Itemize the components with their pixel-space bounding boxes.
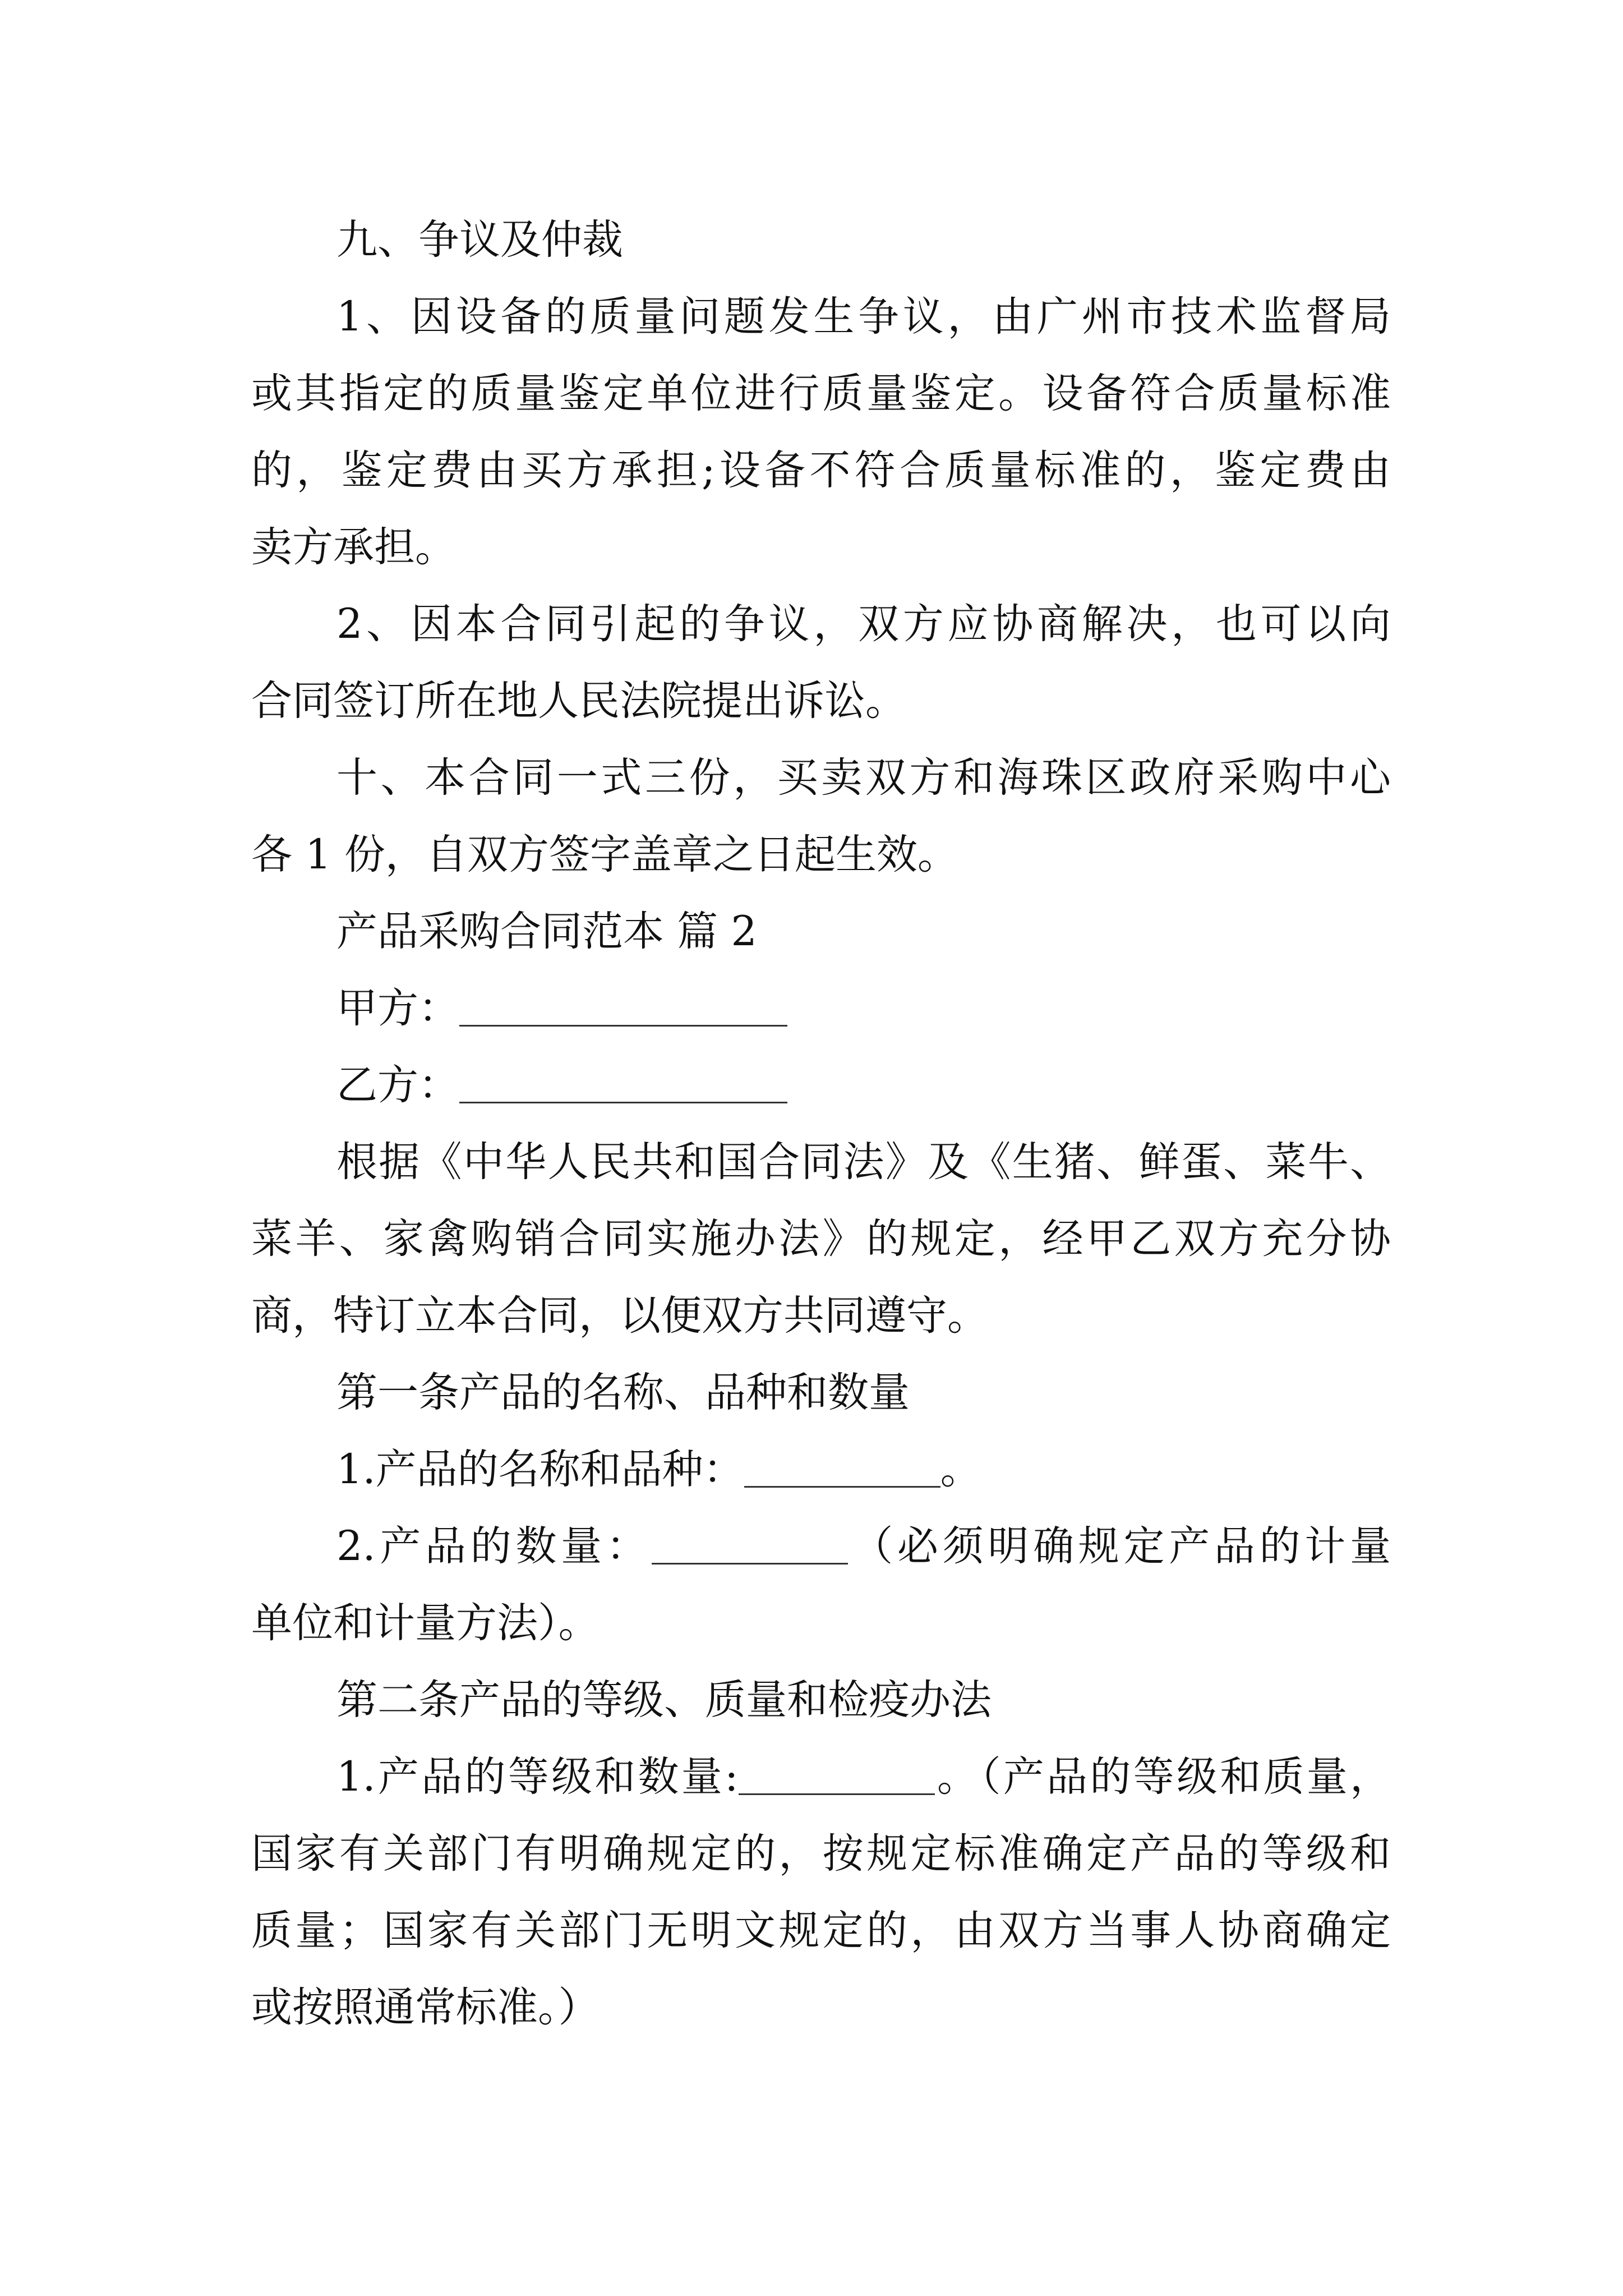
paragraph-line: 或按照通常标准。） bbox=[251, 1984, 600, 2031]
paragraph-line: 的，鉴定费由买方承担;设备不符合质量标准的，鉴定费由 bbox=[251, 447, 1391, 494]
paragraph-line: 单位和计量方法）。 bbox=[251, 1599, 600, 1647]
product-name-label: 1.产品的名称和品种： bbox=[336, 1446, 744, 1493]
paragraph-line: 国家有关部门有明确规定的，按规定标准确定产品的等级和 bbox=[251, 1830, 1391, 1878]
product-name-blank bbox=[744, 1447, 940, 1488]
paragraph-line: 根据《中华人民共和国合同法》及《生猪、鲜蛋、菜牛、 bbox=[336, 1138, 1391, 1186]
paragraph-line: 2、因本合同引起的争议，双方应协商解决，也可以向 bbox=[336, 600, 1391, 648]
product-quantity-note: （必须明确规定产品的计量 bbox=[847, 1522, 1391, 1570]
document-title: 产品采购合同范本 篇 2 bbox=[336, 908, 757, 955]
paragraph-line: 或其指定的质量鉴定单位进行质量鉴定。设备符合质量标准 bbox=[251, 370, 1391, 417]
party-b-line bbox=[336, 1052, 1391, 1119]
product-quantity-blank bbox=[652, 1524, 848, 1565]
paragraph-line: 合同签订所在地人民法院提出诉讼。 bbox=[251, 677, 906, 725]
paragraph-line: 质量；国家有关部门无明文规定的，由双方当事人协商确定 bbox=[251, 1907, 1391, 1954]
article-heading-2: 第二条产品的等级、质量和检疫办法 bbox=[336, 1676, 992, 1724]
paragraph-line: 菜羊、家禽购销合同实施办法》的规定，经甲乙双方充分协 bbox=[251, 1215, 1391, 1263]
product-grade-label: 1.产品的等级和数量: bbox=[336, 1753, 739, 1801]
product-name-end: 。 bbox=[940, 1446, 981, 1493]
party-a-label: 甲方： bbox=[336, 984, 459, 1032]
product-grade-line bbox=[336, 1743, 1391, 1811]
paragraph-line: 商，特订立本合同，以便双方共同遵守。 bbox=[251, 1292, 988, 1340]
paragraph-line: 各 1 份，自双方签字盖章之日起生效。 bbox=[251, 831, 958, 878]
party-a-blank bbox=[459, 986, 787, 1027]
product-name-line bbox=[336, 1436, 1391, 1503]
paragraph-line: 卖方承担。 bbox=[251, 523, 456, 571]
party-a-line bbox=[336, 975, 1391, 1042]
article-heading-1: 第一条产品的名称、品种和数量 bbox=[336, 1369, 910, 1416]
paragraph-line: 十、本合同一式三份，买卖双方和海珠区政府采购中心 bbox=[336, 754, 1391, 802]
product-quantity-line bbox=[336, 1513, 1391, 1580]
paragraph-line: 1、因设备的质量问题发生争议，由广州市技术监督局 bbox=[336, 293, 1391, 341]
product-grade-blank bbox=[739, 1754, 935, 1795]
product-grade-note: 。（产品的等级和质量， bbox=[934, 1753, 1391, 1801]
section-heading-dispute: 九、争议及仲裁 bbox=[336, 216, 623, 264]
product-quantity-label: 2.产品的数量： bbox=[336, 1522, 652, 1570]
party-b-label: 乙方： bbox=[336, 1061, 459, 1109]
party-b-blank bbox=[459, 1062, 787, 1103]
